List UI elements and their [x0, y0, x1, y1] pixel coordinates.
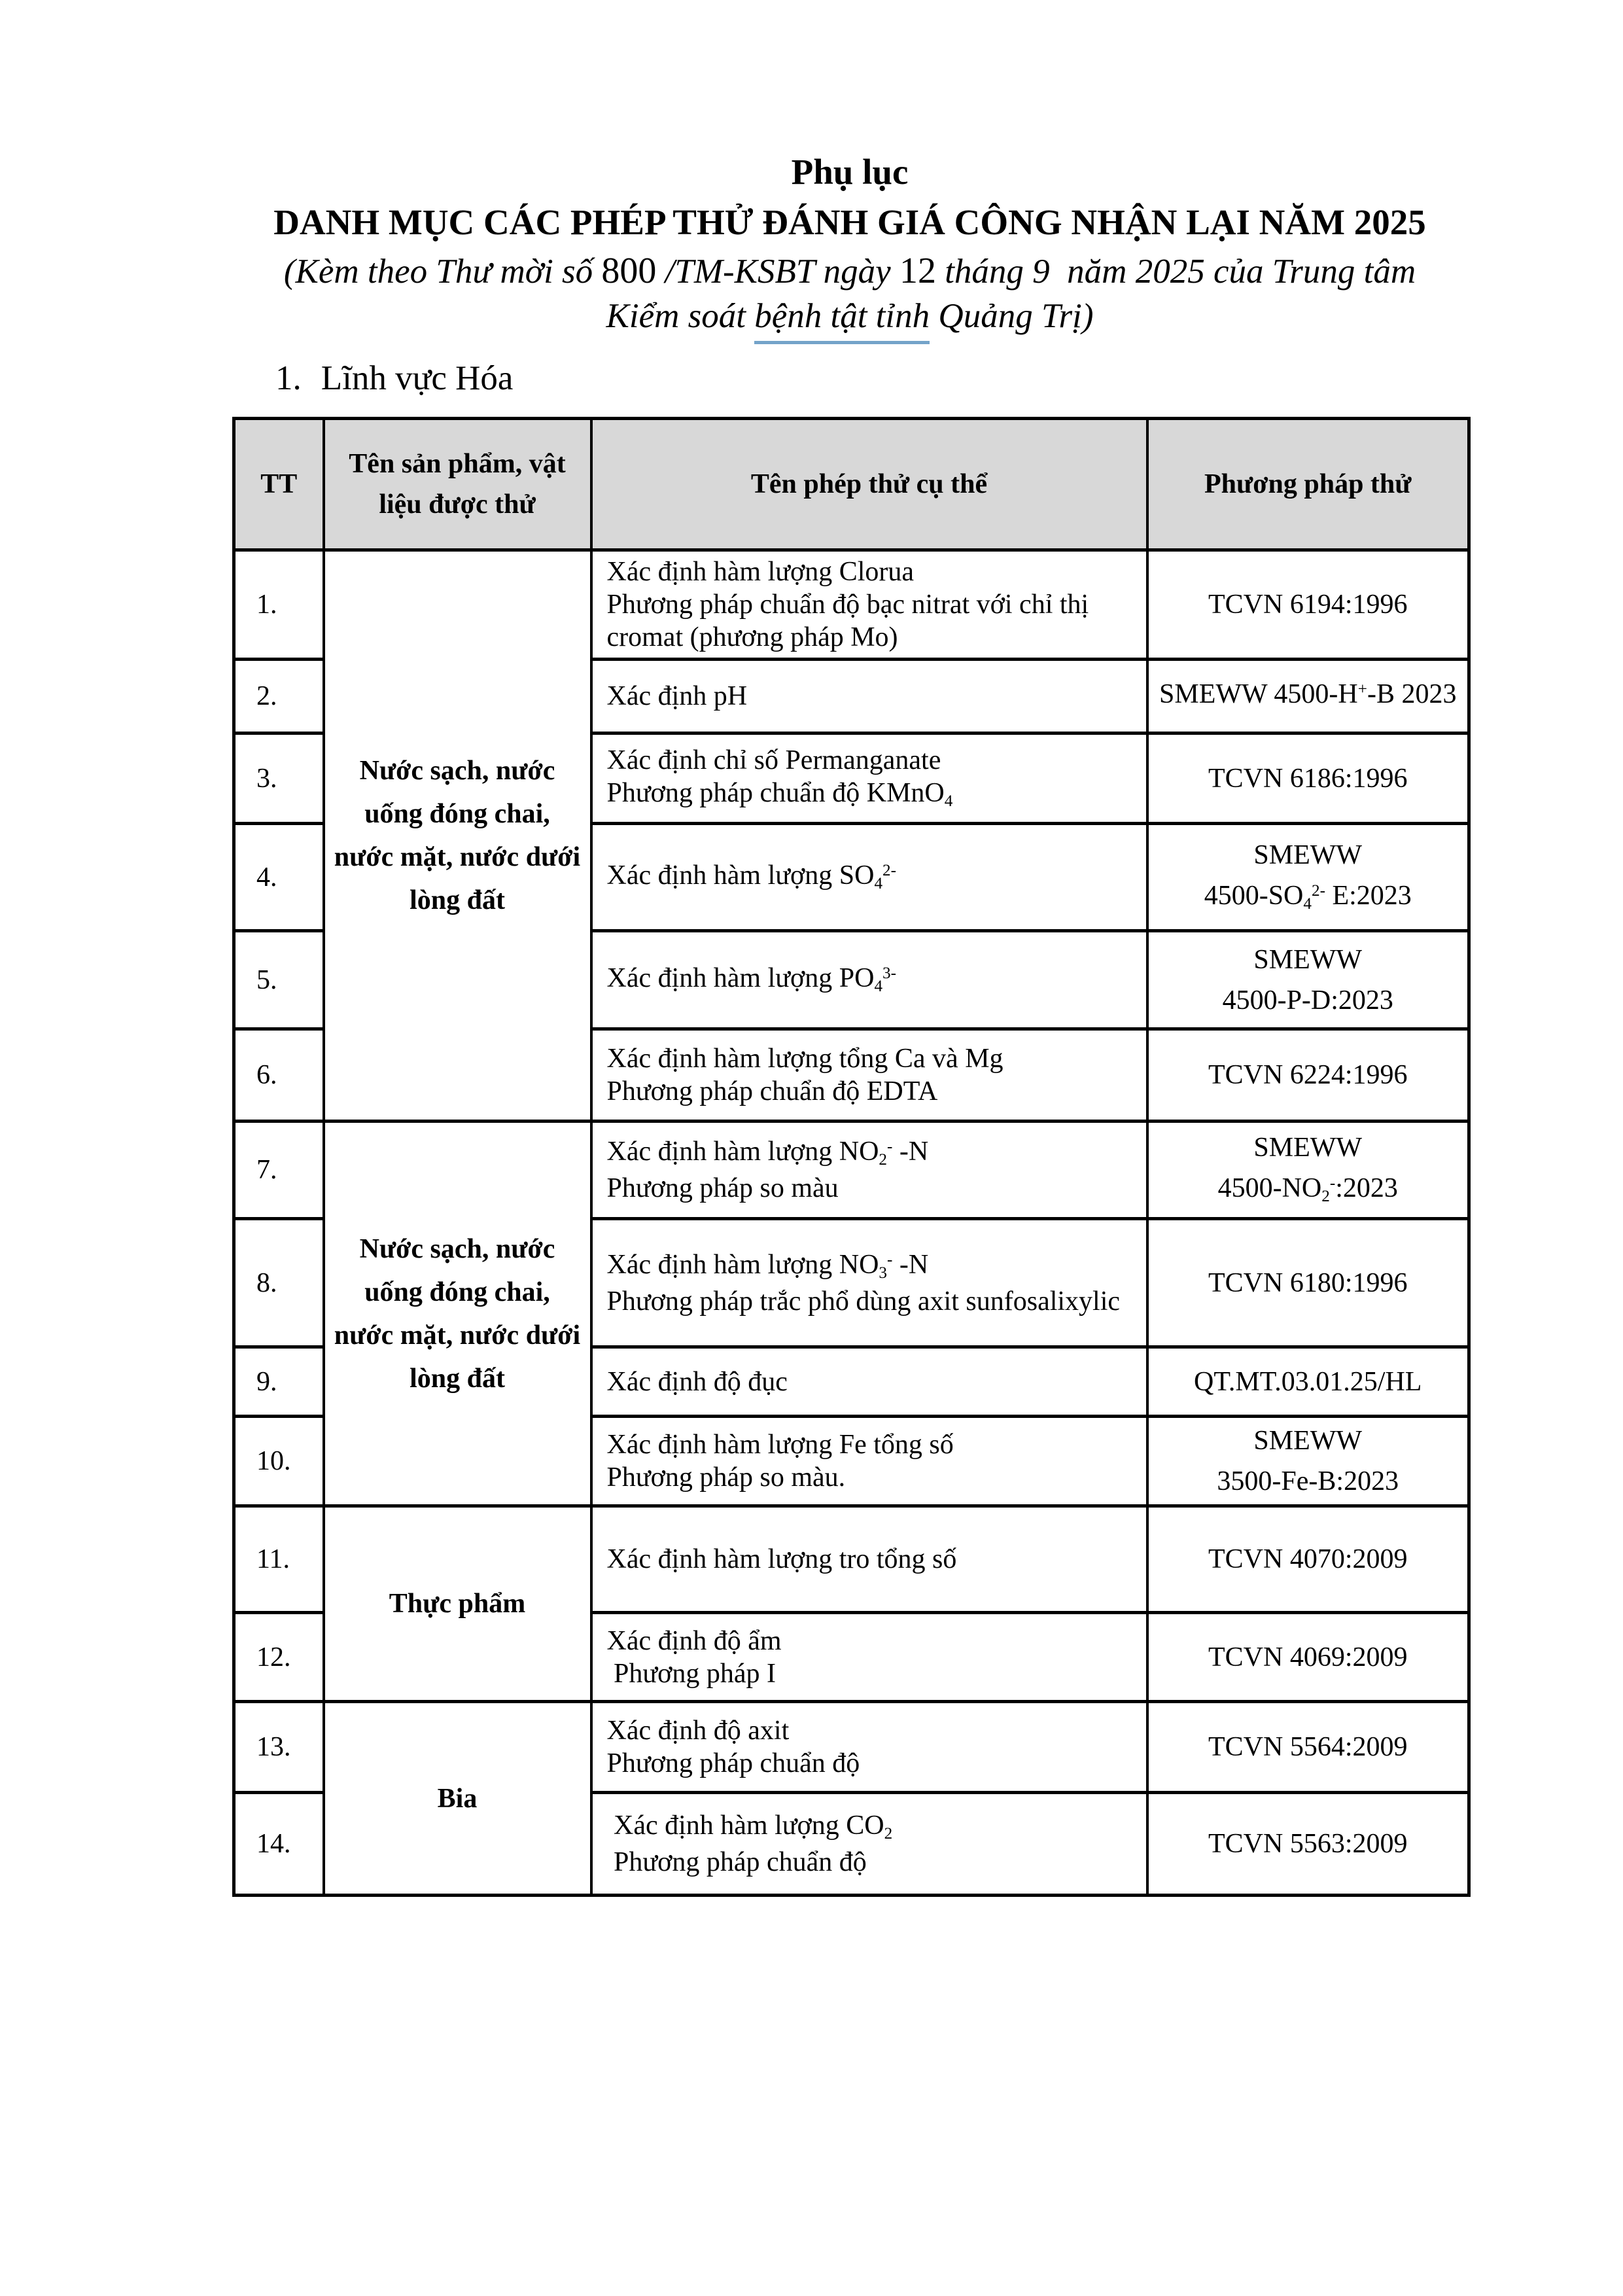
tt-cell: 2. — [234, 660, 324, 733]
method-cell: TCVN 6180:1996 — [1147, 1219, 1469, 1347]
test-cell: Xác định độ ẩm Phương pháp I — [591, 1613, 1147, 1702]
test-cell: Xác định hàm lượng Clorua Phương pháp chuẩn độ bạc nitrat với chỉ thị cromat (phương pháp Mo) — [591, 550, 1147, 660]
tt-cell: 14. — [234, 1793, 324, 1896]
method-cell: TCVN 4070:2009 — [1147, 1506, 1469, 1613]
test-cell: Xác định độ đục — [591, 1347, 1147, 1417]
tt-cell: 10. — [234, 1417, 324, 1506]
tt-cell: 11. — [234, 1506, 324, 1613]
document-title: DANH MỤC CÁC PHÉP THỬ ĐÁNH GIÁ CÔNG NHẬN LẠI NĂM 2025 — [273, 202, 1426, 242]
subtitle-text-part1: (Kèm theo Thư mời số — [283, 253, 602, 291]
tt-cell: 5. — [234, 931, 324, 1029]
method-cell: TCVN 6194:1996 — [1147, 550, 1469, 660]
subtitle-text-part3: tháng 9 năm 2025 của Trung tâm — [935, 253, 1416, 291]
subtitle-text-part2: /TM-KSBT ngày — [656, 253, 899, 291]
subtitle-underlined-text: bệnh tật tỉnh — [754, 297, 930, 344]
test-cell: Xác định hàm lượng $NO_3^-$ -N Phương pháp trắc phổ dùng axit sunfosalixylic — [591, 1219, 1147, 1347]
table-body — [234, 550, 1469, 1896]
header-cell-product: Tên sản phẩm, vật liệu được thử — [324, 419, 591, 550]
test-cell: Xác định hàm lượng $NO_2^-$ -N Phương pháp so màu — [591, 1122, 1147, 1219]
method-cell: SMEWW 3500-Fe-B:2023 — [1147, 1417, 1469, 1506]
tt-cell: 7. — [234, 1122, 324, 1219]
method-cell: TCVN 6224:1996 — [1147, 1029, 1469, 1122]
method-cell: TCVN 6186:1996 — [1147, 733, 1469, 824]
test-cell: Xác định hàm lượng $CO_2$ Phương pháp chuẩn độ — [591, 1793, 1147, 1896]
method-cell: QT.MT.03.01.25/HL — [1147, 1347, 1469, 1417]
document-content — [232, 148, 1467, 1897]
table-row — [234, 1122, 1469, 1219]
section-heading — [275, 357, 1467, 400]
test-cell: Xác định hàm lượng $PO_4^{3-}$ — [591, 931, 1147, 1029]
test-cell: Xác định hàm lượng Fe tổng số Phương pháp so màu. — [591, 1417, 1147, 1506]
method-cell: TCVN 4069:2009 — [1147, 1613, 1469, 1702]
appendix-title: Phụ lục — [791, 152, 909, 192]
tt-cell: 3. — [234, 733, 324, 824]
section-number: 1. — [275, 359, 302, 397]
method-cell: SMEWW 4500-P-D:2023 — [1147, 931, 1469, 1029]
test-cell: Xác định pH — [591, 660, 1147, 733]
tt-cell: 4. — [234, 824, 324, 931]
tt-cell: 8. — [234, 1219, 324, 1347]
section-title: Lĩnh vực Hóa — [321, 359, 514, 397]
table-head — [234, 419, 1469, 550]
subtitle-doc-number: 800 — [601, 251, 657, 291]
tt-cell: 6. — [234, 1029, 324, 1122]
table-header-row — [234, 419, 1469, 550]
table-row — [234, 1702, 1469, 1793]
table-row — [234, 1506, 1469, 1613]
header-cell-method: Phương pháp thử — [1147, 419, 1469, 550]
tt-cell: 1. — [234, 550, 324, 660]
subtitle-text-after: Quảng Trị) — [930, 297, 1094, 335]
test-cell: Xác định hàm lượng $SO_4^{2-}$ — [591, 824, 1147, 931]
document-subtitle-line1 — [232, 249, 1467, 294]
product-cell: Thực phẩm — [324, 1506, 591, 1702]
subtitle-day-number: 12 — [899, 251, 936, 291]
product-cell: Nước sạch, nước uống đóng chai, nước mặt, nước dưới lòng đất — [324, 550, 591, 1122]
method-cell: TCVN 5563:2009 — [1147, 1793, 1469, 1896]
method-cell: SMEWW 4500-H+-B 2023 — [1147, 660, 1469, 733]
test-cell: Xác định độ axit Phương pháp chuẩn độ — [591, 1702, 1147, 1793]
test-cell: Xác định chỉ số Permanganate Phương pháp chuẩn độ KMnO$_4$ — [591, 733, 1147, 824]
document-subtitle-line2 — [232, 294, 1467, 338]
test-cell: Xác định hàm lượng tro tổng số — [591, 1506, 1147, 1613]
header-cell-tt: TT — [234, 419, 324, 550]
header-cell-test: Tên phép thử cụ thể — [591, 419, 1147, 550]
subtitle-text-before: Kiểm soát — [606, 297, 755, 335]
tt-cell: 13. — [234, 1702, 324, 1793]
test-methods-table — [232, 417, 1471, 1897]
method-cell: TCVN 5564:2009 — [1147, 1702, 1469, 1793]
tt-cell: 12. — [234, 1613, 324, 1702]
method-cell: SMEWW $4500-NO_2^-:2023$ — [1147, 1122, 1469, 1219]
table-row — [234, 550, 1469, 660]
product-cell: Bia — [324, 1702, 591, 1896]
tt-cell: 9. — [234, 1347, 324, 1417]
product-cell: Nước sạch, nước uống đóng chai, nước mặt, nước dưới lòng đất — [324, 1122, 591, 1506]
test-cell: Xác định hàm lượng tổng Ca và Mg Phương pháp chuẩn độ EDTA — [591, 1029, 1147, 1122]
method-cell: SMEWW $4500-SO_4^{2-}$ E:2023 — [1147, 824, 1469, 931]
